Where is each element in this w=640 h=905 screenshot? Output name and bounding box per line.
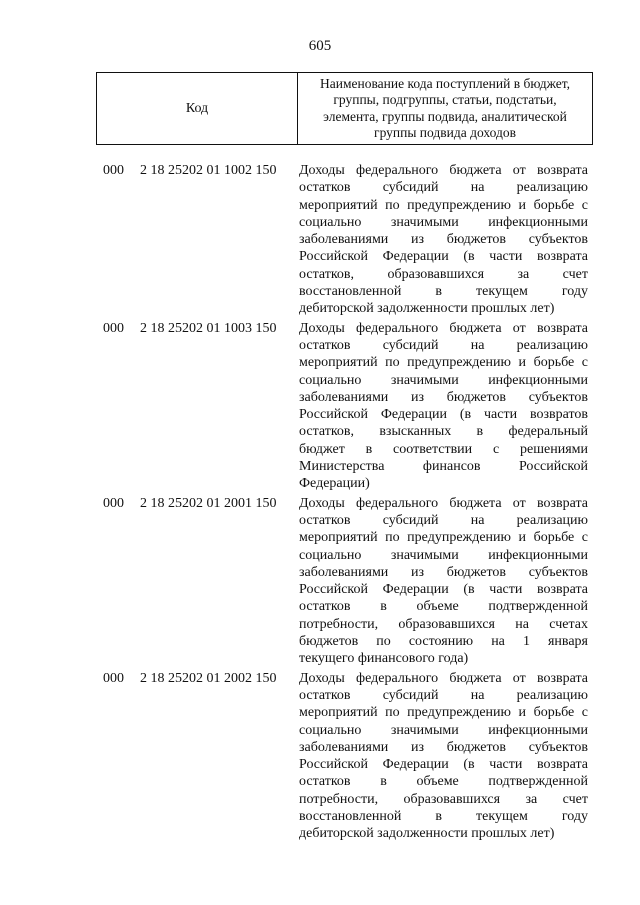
entry-revenue-code: 2 18 25202 01 2002 150 bbox=[140, 670, 277, 686]
entry-description-line: заболеваниями из бюджетов субъектов bbox=[299, 739, 588, 755]
entry-revenue-code: 2 18 25202 01 1002 150 bbox=[140, 163, 277, 178]
entry-description bbox=[299, 670, 588, 843]
header-code-column bbox=[97, 73, 298, 144]
entry-description bbox=[299, 495, 588, 668]
entry-admin-code: 000 bbox=[103, 320, 124, 336]
entry-description bbox=[299, 162, 588, 318]
header-name-column bbox=[298, 73, 592, 144]
header-name-line: группы подвида доходов bbox=[374, 125, 516, 140]
entry-revenue-code: 2 18 25202 01 2001 150 bbox=[140, 495, 277, 511]
header-name-line: элемента, группы подвида, аналитической bbox=[323, 108, 567, 124]
header-name-label bbox=[320, 76, 570, 142]
entry-admin-code: 000 bbox=[103, 163, 124, 178]
table-header bbox=[96, 72, 593, 145]
entry-description-line: социально значимыми инфекционными bbox=[299, 722, 588, 738]
entry-description-line: остатков субсидий на реализацию bbox=[299, 512, 588, 528]
entry-description-line: Федерации) bbox=[299, 476, 370, 492]
entry-description-line: потребности, образовавшихся на счетах bbox=[299, 616, 588, 632]
entry-row bbox=[0, 495, 640, 668]
entry-description-line: социально значимыми инфекционными bbox=[299, 372, 588, 388]
entry-description-line: мероприятий по предупреждению и борьбе с bbox=[299, 705, 588, 721]
header-name-line: группы, подгруппы, статьи, подстатьи, bbox=[333, 92, 557, 107]
entry-description-line: Доходы федерального бюджета от возврата bbox=[299, 163, 588, 178]
header-name-line: Наименование кода поступлений в бюджет, bbox=[319, 75, 570, 91]
entry-description-line: социально значимыми инфекционными bbox=[299, 214, 588, 230]
entry-description-line: остатков, взысканных в федеральный bbox=[299, 424, 588, 440]
entry-description-line: бюджетов по состоянию на 1 января bbox=[299, 634, 588, 650]
entry-description-line: потребности, образовавшихся за счет bbox=[299, 791, 588, 807]
entry-description-line: мероприятий по предупреждению и борьбе с bbox=[299, 197, 588, 213]
entry-description-line: остатков субсидий на реализацию bbox=[299, 337, 588, 353]
entry-row bbox=[0, 320, 640, 493]
entry-description-line: Доходы федерального бюджета от возврата bbox=[299, 495, 588, 511]
entry-description-line: текущего финансового года) bbox=[299, 651, 469, 667]
entry-row bbox=[0, 162, 640, 318]
entry-description-line: Министерства финансов Российской bbox=[299, 459, 588, 475]
entry-admin-code: 000 bbox=[103, 495, 124, 511]
entry-description bbox=[299, 320, 588, 493]
entry-description-line: восстановленной в текущем году bbox=[299, 808, 588, 824]
entry-description-line: дебиторской задолженности прошлых лет) bbox=[299, 301, 555, 317]
entry-description-line: социально значимыми инфекционными bbox=[299, 547, 588, 563]
entry-description-line: остатков субсидий на реализацию bbox=[299, 180, 588, 196]
entry-description-line: заболеваниями из бюджетов субъектов bbox=[299, 389, 588, 405]
entry-row bbox=[0, 670, 640, 843]
entry-description-line: Российской Федерации (в части возвратов bbox=[299, 407, 588, 423]
entry-description-line: дебиторской задолженности прошлых лет) bbox=[299, 826, 555, 842]
entry-description-line: Российской Федерации (в части возврата bbox=[299, 757, 588, 773]
header-code-label: Код bbox=[185, 100, 209, 116]
entries-list bbox=[0, 162, 640, 845]
entry-description-line: заболеваниями из бюджетов субъектов bbox=[299, 232, 588, 248]
entry-description-line: Доходы федерального бюджета от возврата bbox=[299, 670, 588, 686]
entry-description-line: мероприятий по предупреждению и борьбе с bbox=[299, 530, 588, 546]
entry-admin-code: 000 bbox=[103, 670, 124, 686]
entry-description-line: восстановленной в текущем году bbox=[299, 284, 588, 300]
entry-description-line: остатков, образовавшихся за счет bbox=[299, 266, 588, 282]
entry-description-line: остатков субсидий на реализацию bbox=[299, 687, 588, 703]
entry-description-line: Российской Федерации (в части возврата bbox=[299, 582, 588, 598]
page-number: 605 bbox=[308, 38, 332, 54]
entry-description-line: остатков в объеме подтвержденной bbox=[299, 774, 588, 790]
entry-description-line: остатков в объеме подтвержденной bbox=[299, 599, 588, 615]
entry-description-line: заболеваниями из бюджетов субъектов bbox=[299, 564, 588, 580]
entry-description-line: Российской Федерации (в части возврата bbox=[299, 249, 588, 265]
entry-description-line: бюджет в соответствии с решениями bbox=[299, 441, 588, 457]
entry-revenue-code: 2 18 25202 01 1003 150 bbox=[140, 320, 277, 336]
entry-description-line: Доходы федерального бюджета от возврата bbox=[299, 320, 588, 336]
entry-description-line: мероприятий по предупреждению и борьбе с bbox=[299, 355, 588, 371]
